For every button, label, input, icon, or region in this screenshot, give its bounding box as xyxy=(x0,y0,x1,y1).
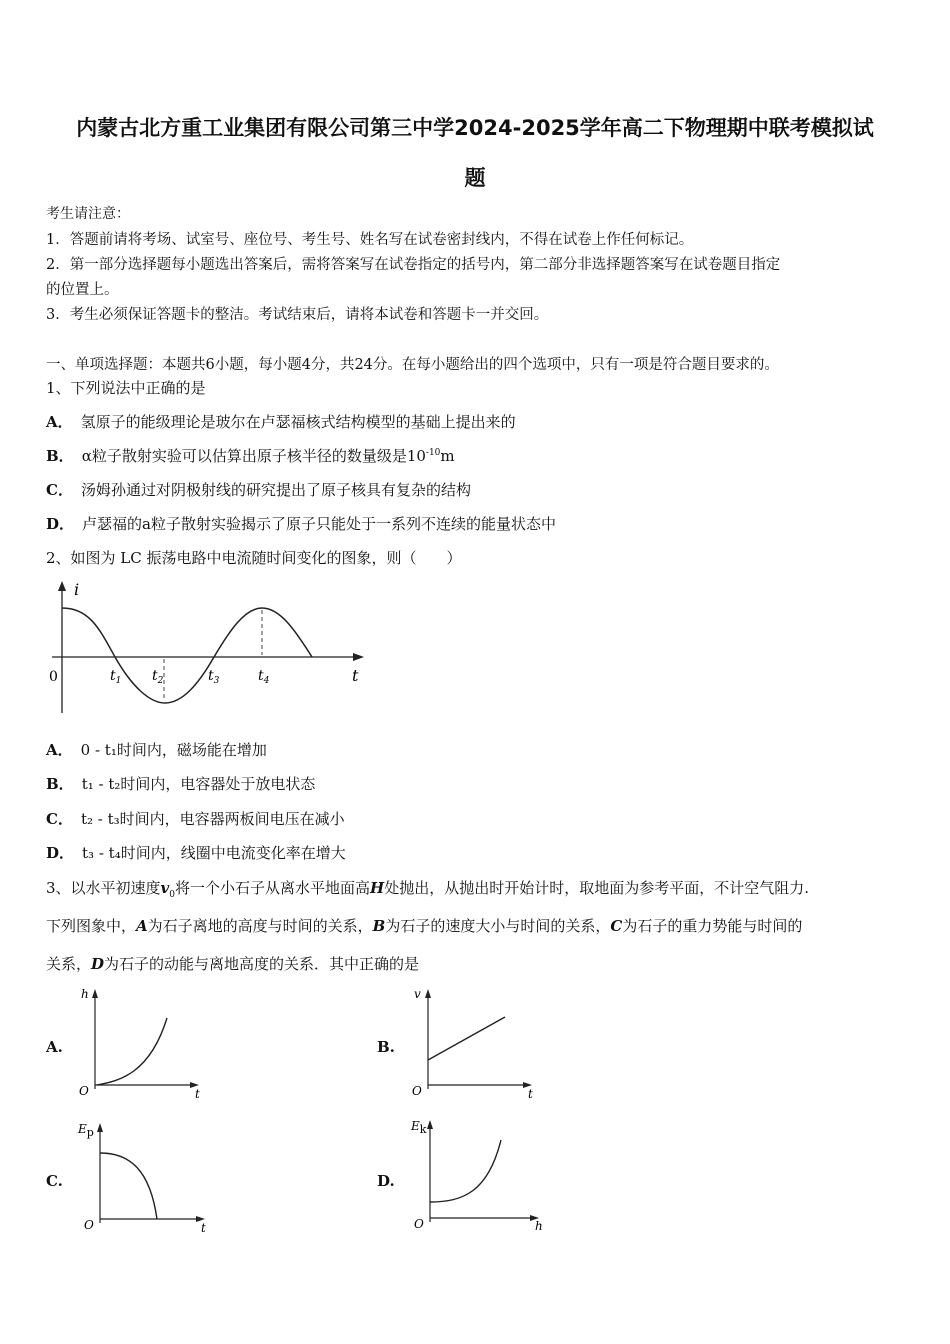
page-title: 内蒙古北方重工业集团有限公司第三中学2024-2025学年高二下物理期中联考模拟试 xyxy=(76,116,874,140)
q3-graph-b-velocity-time xyxy=(408,985,543,1100)
q2-option-a: A． 0 - t₁时间内，磁场能在增加 xyxy=(46,741,267,759)
axis-label-ek: Ek xyxy=(411,1119,427,1136)
q1-option-c: C． 汤姆孙通过对阴极射线的研究提出了原子核具有复杂的结构 xyxy=(46,481,471,499)
q2-option-b: B． t₁ - t₂时间内，电容器处于放电状态 xyxy=(46,775,316,793)
axis-label-t: t xyxy=(201,1221,206,1235)
q3-stem-line3: 关系，D为石子的动能与离地高度的关系．其中正确的是 xyxy=(46,955,420,973)
q1-stem: 1、下列说法中正确的是 xyxy=(46,379,206,397)
q2-option-c: C． t₂ - t₃时间内，电容器两板间电压在减小 xyxy=(46,810,345,828)
axis-label-t: t xyxy=(352,666,359,685)
tick-label-t1: $t_1$ xyxy=(110,668,122,686)
q3-stem-line1: 3、以水平初速度$v_0$将一个小石子从离水平地面高H处抛出，从抛出时开始计时，取地面为参考平面，不计空气阻力. xyxy=(46,879,809,900)
q2-stem: 2、如图为 LC 振荡电路中电流随时间变化的图象，则（ ） xyxy=(46,549,462,567)
q2-lc-current-graph xyxy=(40,575,380,720)
q3-graph-a-height-time xyxy=(75,985,210,1100)
notice-item: 的位置上。 xyxy=(46,282,119,298)
notice-item: 3．考生必须保证答题卡的整洁。考试结束后，请将本试卷和答题卡一并交回。 xyxy=(46,307,549,323)
page-title-cont: 题 xyxy=(464,166,486,190)
origin-label: O xyxy=(412,1084,422,1098)
axis-label-ep: Ep xyxy=(78,1122,94,1139)
origin-label: 0 xyxy=(49,669,58,685)
tick-label-t2: $t_2$ xyxy=(152,668,164,686)
q3-label-a: A. xyxy=(46,1038,63,1056)
q2-option-d: D． t₃ - t₄时间内，线圈中电流变化率在增大 xyxy=(46,844,346,862)
origin-label: O xyxy=(84,1218,94,1232)
q3-graph-c-potential-energy-time xyxy=(75,1115,215,1235)
notice-item: 1．答题前请将考场、试室号、座位号、考生号、姓名写在试卷密封线内，不得在试卷上作任何标记。 xyxy=(46,232,694,248)
q1-option-b: B． α粒子散射实验可以估算出原子核半径的数量级是$10^{-10}m$ xyxy=(46,447,455,465)
tick-label-t4: $t_4$ xyxy=(258,668,270,686)
section-heading: 一、单项选择题：本题共6小题，每小题4分，共24分。在每小题给出的四个选项中，只有一项是符合题目要求的。 xyxy=(46,357,779,373)
q1-option-a: A． 氢原子的能级理论是玻尔在卢瑟福核式结构模型的基础上提出来的 xyxy=(46,413,516,431)
tick-label-t3: $t_3$ xyxy=(208,668,220,686)
q3-label-d: D. xyxy=(377,1172,395,1190)
q3-label-c: C. xyxy=(46,1172,63,1190)
origin-label: O xyxy=(414,1217,424,1231)
axis-label-t: t xyxy=(528,1087,533,1100)
q3-stem-line2: 下列图象中，A为石子离地的高度与时间的关系，B为石子的速度大小与时间的关系，C为石子的重力势能与时间的 xyxy=(46,917,803,935)
axis-label-t: t xyxy=(195,1087,200,1100)
axis-label-h: h xyxy=(535,1219,543,1232)
origin-label: O xyxy=(79,1084,89,1098)
notice-item: 2．第一部分选择题每小题选出答案后，需将答案写在试卷指定的括号内，第二部分非选择题答案写在试卷题目指定 xyxy=(46,257,781,273)
axis-label-i: i xyxy=(74,580,80,599)
q3-label-b: B. xyxy=(377,1038,395,1056)
axis-label-v: v xyxy=(414,987,421,1001)
q3-graph-d-kinetic-energy-height xyxy=(408,1112,553,1232)
notice-heading: 考生请注意： xyxy=(46,206,130,222)
axis-label-h: h xyxy=(81,987,89,1001)
q1-option-d: D． 卢瑟福的a粒子散射实验揭示了原子只能处于一系列不连续的能量状态中 xyxy=(46,515,556,533)
